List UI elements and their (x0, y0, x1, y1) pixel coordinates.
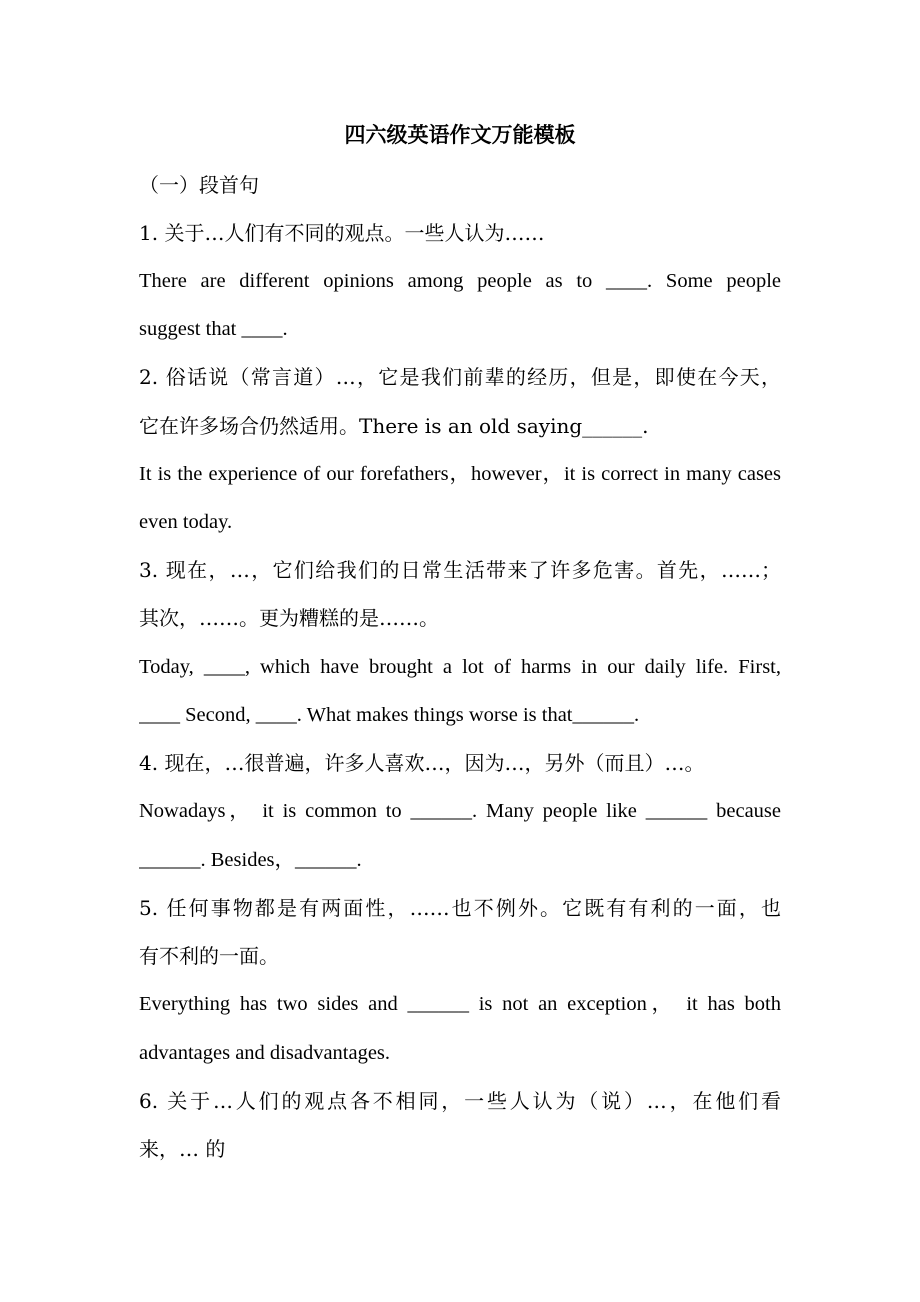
text-line: ____ Second, ____. What makes things worse is that______. (139, 704, 640, 726)
text-line: suggest that ____. (139, 318, 288, 340)
text-line: 有不利的一面。 (139, 944, 279, 968)
text-line: Nowadays， it is common to ______. Many people like ______ because (139, 800, 781, 822)
text-line: 1. 关于…人们有不同的观点。一些人认为…… (139, 221, 545, 245)
text-line: It is the experience of our forefathers，however，it is correct in many cases (139, 463, 781, 485)
text-line: 它在许多场合仍然适用。There is an old saying______. (139, 414, 649, 438)
text-line: 4. 现在，…很普遍，许多人喜欢…，因为…，另外（而且）…。 (139, 751, 705, 775)
text-line: 其次，……。更为糟糕的是……。 (139, 606, 439, 630)
text-line: Today, ____, which have brought a lot of harms in our daily life. First, (139, 656, 781, 678)
text-line: Everything has two sides and ______ is not an exception， it has both (139, 993, 781, 1015)
text-line: 2. 俗话说（常言道）…，它是我们前辈的经历，但是，即使在今天， (139, 365, 781, 389)
text-line: 6. 关于…人们的观点各不相同，一些人认为（说）…，在他们看 (139, 1089, 781, 1113)
text-line: 来，… 的 (139, 1137, 226, 1161)
text-line: 3. 现在，…，它们给我们的日常生活带来了许多危害。首先，……； (139, 558, 781, 582)
document-title: 四六级英语作文万能模板 (344, 122, 576, 147)
text-line: ______. Besides，______. (139, 849, 362, 871)
text-line: advantages and disadvantages. (139, 1042, 391, 1064)
text-line: even today. (139, 511, 233, 533)
text-line: 5. 任何事物都是有两面性，……也不例外。它既有有利的一面，也 (139, 896, 781, 920)
text-line: There are different opinions among people as to ____. Some people (139, 270, 781, 292)
section-heading: （一）段首句 (139, 173, 259, 197)
